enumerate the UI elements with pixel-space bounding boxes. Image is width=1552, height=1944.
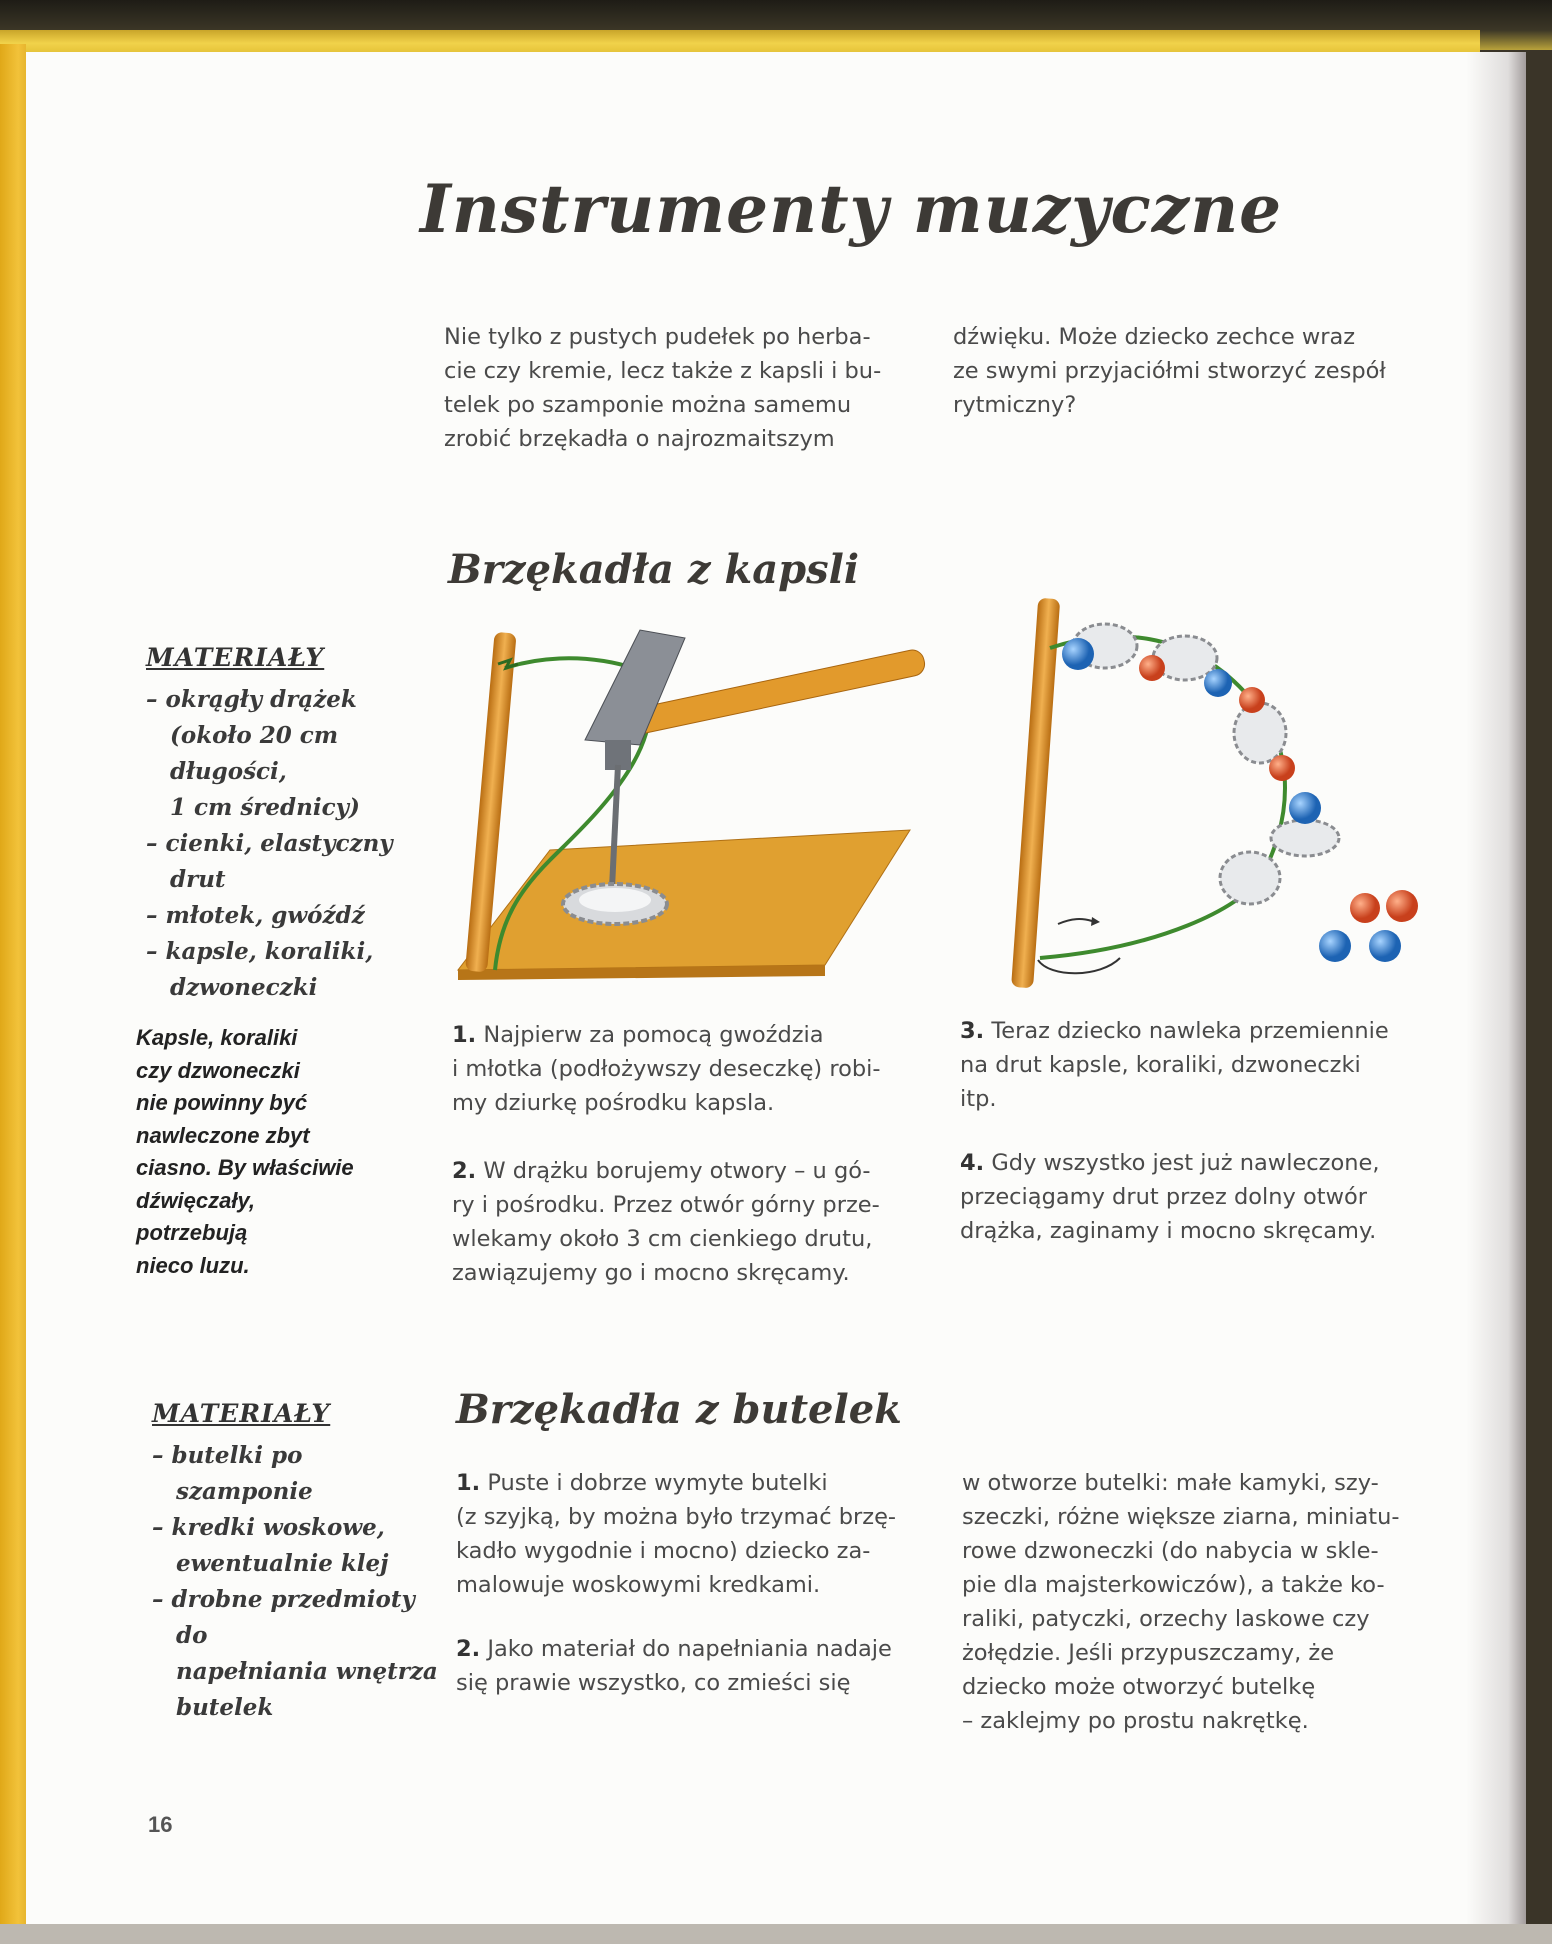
wooden-board xyxy=(458,830,910,970)
arrow-icon xyxy=(1038,958,1120,973)
materials-heading: MATERIAŁY xyxy=(146,643,325,672)
page-number: 16 xyxy=(148,1812,173,1837)
bead-red xyxy=(1139,655,1165,681)
bottle-cap xyxy=(1234,703,1286,763)
step-4 xyxy=(960,1146,1430,1248)
materials-heading: MATERIAŁY xyxy=(152,1399,331,1428)
bead-red xyxy=(1269,755,1295,781)
step-text: Jako materiał do napełniania nadaje się prawie wszystko, co zmieści się xyxy=(456,1636,892,1696)
bottle-cap xyxy=(1271,820,1339,856)
materials-list-bottles xyxy=(152,1396,442,1726)
bead-red xyxy=(1350,893,1380,923)
scan-bottom-edge xyxy=(0,1924,1552,1944)
wooden-rod xyxy=(1011,598,1060,988)
material-item: – drobne przedmioty do napełniania wnętrza butelek xyxy=(152,1586,438,1721)
bead-red xyxy=(1386,890,1418,922)
bottle-step-2 xyxy=(456,1632,926,1700)
illustration-threaded-rod xyxy=(960,588,1440,988)
materials-list-caps xyxy=(146,640,426,1006)
material-item: – butelki po szamponie xyxy=(152,1442,313,1505)
step-number: 3. xyxy=(960,1018,985,1044)
section-heading-caps: Brzękadła z kapsli xyxy=(448,546,860,593)
material-item: – cienki, elastyczny drut xyxy=(146,830,393,893)
material-item: – kapsle, koraliki, dzwoneczki xyxy=(146,938,374,1001)
book-cover-left-edge xyxy=(0,44,26,1924)
bottle-caps-on-wire xyxy=(1073,624,1339,904)
material-item: – młotek, gwóźdź xyxy=(146,902,365,929)
step-number: 2. xyxy=(456,1636,481,1662)
step-text: Teraz dziecko nawleka przemiennie na drut kapsle, koraliki, dzwoneczki itp. xyxy=(960,1018,1389,1112)
step-2 xyxy=(452,1154,912,1290)
intro-column-2: dźwięku. Może dziecko zechce wraz ze swymi przyjaciółmi stworzyć zespół rytmiczny? xyxy=(953,324,1386,418)
illustration-hammer-nail xyxy=(440,620,940,980)
intro-column-1: Nie tylko z pustych pudełek po herba- cie czy kremie, lecz także z kapsli i bu- telek po szamponie można samemu zrobić brzękadła o najrozmaitszym xyxy=(444,324,882,452)
book-cover-top-edge xyxy=(0,30,1480,52)
bead-blue xyxy=(1062,638,1094,670)
step-number: 1. xyxy=(456,1470,481,1496)
step-3 xyxy=(960,1014,1430,1116)
bead-blue xyxy=(1319,930,1351,962)
step-number: 4. xyxy=(960,1150,985,1176)
wire xyxy=(1040,636,1285,958)
bottle-cap xyxy=(1220,852,1280,904)
step-text: Gdy wszystko jest już nawleczone, przeciągamy drut przez dolny otwór drążka, zaginamy i mocno skręcamy. xyxy=(960,1150,1380,1244)
bead-red xyxy=(1239,687,1265,713)
material-item: – okrągły drążek (około 20 cm długości, 1 cm średnicy) xyxy=(146,686,360,821)
page-title: Instrumenty muzyczne xyxy=(420,170,1283,248)
step-1 xyxy=(452,1018,912,1120)
tip-note: Kapsle, koraliki czy dzwoneczki nie powinny być nawleczone zbyt ciasno. By właściwie dźwięczały, potrzebują nieco luzu. xyxy=(136,1025,354,1278)
bottle-step-1 xyxy=(456,1466,926,1602)
arrow-head-icon xyxy=(1091,917,1100,926)
step-number: 1. xyxy=(452,1022,477,1048)
section-heading-bottles: Brzękadła z butelek xyxy=(456,1386,902,1433)
bead-blue xyxy=(1369,930,1401,962)
bottle-step-continuation: w otworze butelki: małe kamyki, szy- szeczki, różne większe ziarna, miniatu- rowe dzwoneczki (do nabycia w skle- pie dla majsterkowiczów), a także ko- raliki, patyczki, orzechy laskowe czy żołędzie. Jeśli przypuszczamy, że dziecko może otworzyć butelkę – zaklejmy po prostu nakrętkę. xyxy=(962,1470,1400,1734)
bead-blue xyxy=(1289,792,1321,824)
step-number: 2. xyxy=(452,1158,477,1184)
step-text: Puste i dobrze wymyte butelki (z szyjką, by można było trzymać brzę- kadło wygodnie i mocno) dziecko za- malowuje woskowymi kredkami. xyxy=(456,1470,897,1598)
step-text: Najpierw za pomocą gwoździa i młotka (podłożywszy deseczkę) robi- my dziurkę pośrodku kapsla. xyxy=(452,1022,881,1116)
arrow-icon xyxy=(1058,919,1092,924)
step-text: W drążku borujemy otwory – u gó- ry i pośrodku. Przez otwór górny prze- wlekamy około 3 cm cienkiego drutu, zawiązujemy go i mocno skręcamy. xyxy=(452,1158,880,1286)
bead-blue xyxy=(1204,669,1232,697)
material-item: – kredki woskowe, ewentualnie klej xyxy=(152,1514,389,1577)
bottle-cap-inner xyxy=(579,888,651,912)
